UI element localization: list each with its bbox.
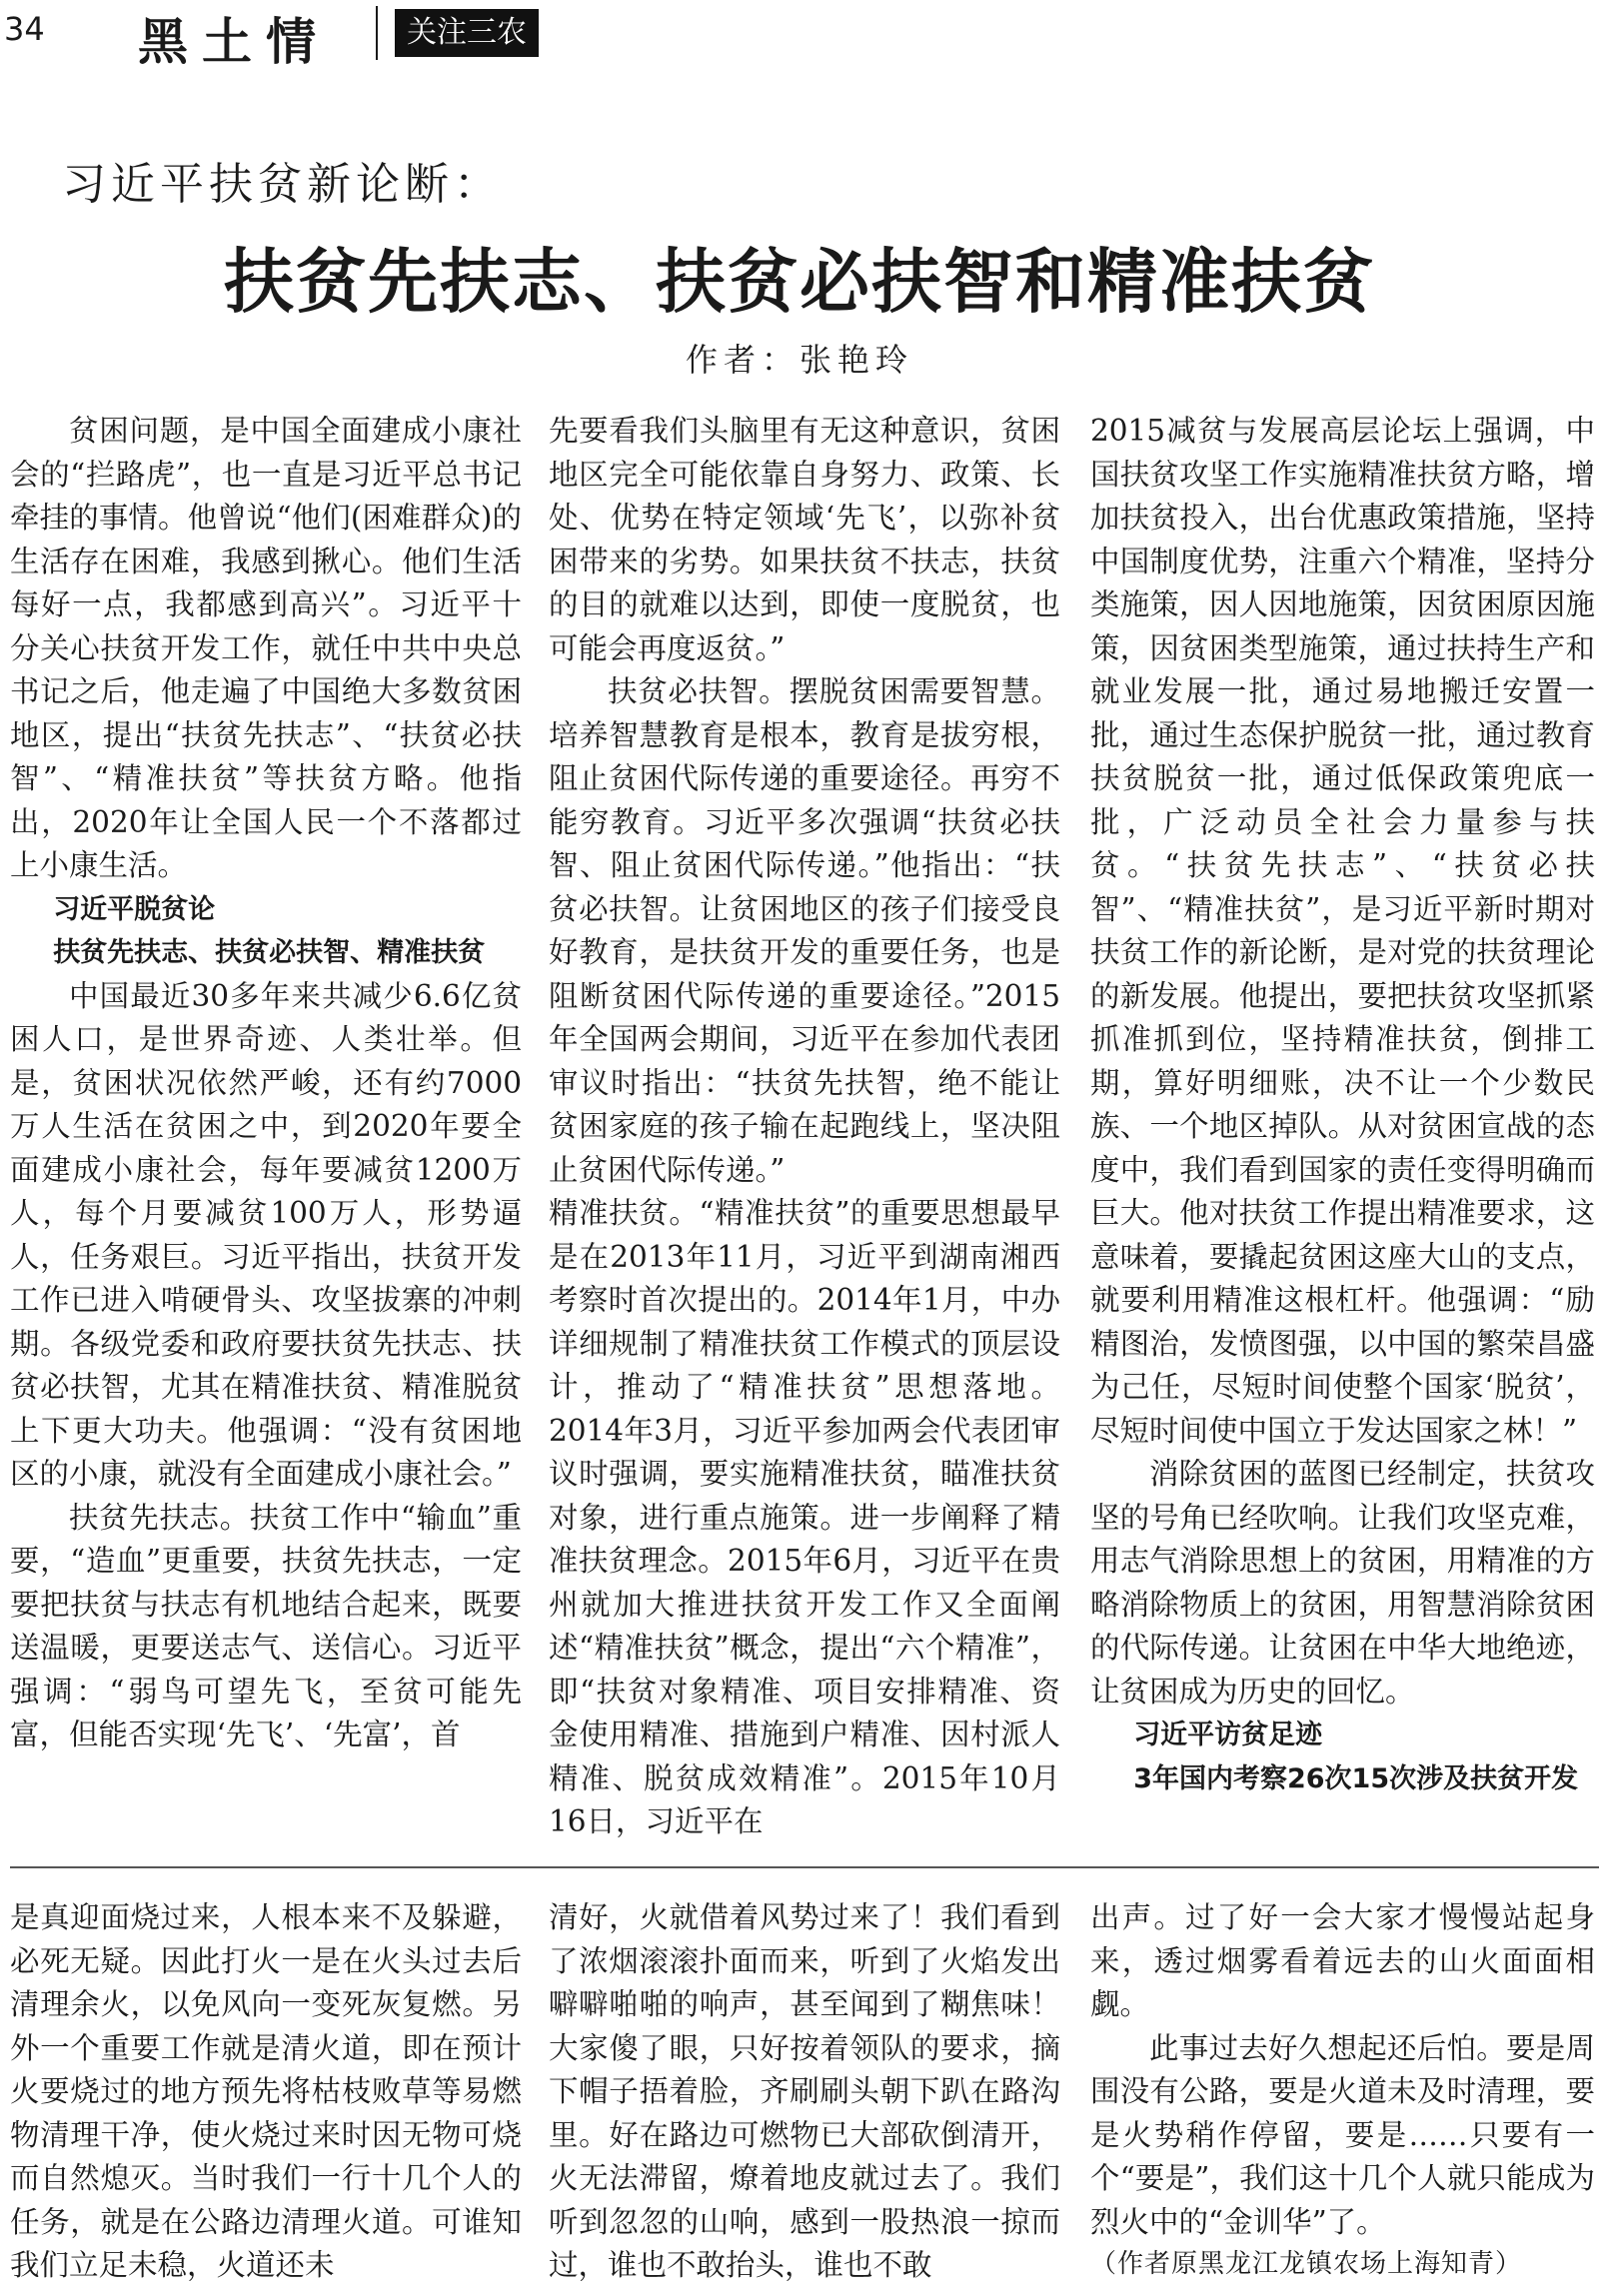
header-divider [376, 6, 378, 60]
article-kicker: 习近平扶贫新论断： [62, 159, 503, 210]
subheading: 习近平访贫足迹 [1133, 1720, 1323, 1750]
paragraph: 是真迎面烧过来，人根本来不及躲避，必死无疑。因此打火一是在火头过去后清理余火，以免风向一变死灰复燃。另外一个重要工作就是清火道，即在预计火要烧过的地方预先将枯枝败草等易燃物清理干净，使火烧过来时因无物可烧而自然熄灭。当时我们一行十几个人的任务，就是在公路边清理火道。可谁知我们立足未稳，火道还未 [10, 1900, 522, 2282]
subheading: 扶贫先扶志、扶贫必扶智、精准扶贫 [53, 937, 486, 968]
article-byline: 作者：张艳玲 [685, 341, 913, 379]
continued-column-3 [1090, 1896, 1595, 2284]
continued-column-1 [10, 1896, 522, 2288]
masthead-logo: 黑土情 [138, 12, 330, 71]
paragraph: 扶贫先扶志。扶贫工作中“输血”重要，“造血”更重要，扶贫先扶志，一定要把扶贫与扶志有机地结合起来，既要送温暖，更要送志气、送信心。习近平强调：“弱鸟可望先飞，至贫可能先富，但能否实现‘先飞’、‘先富’，首 [10, 1500, 522, 1751]
paragraph: 贫困问题，是中国全面建成小康社会的“拦路虎”，也一直是习近平总书记牵挂的事情。他曾说“他们(困难群众)的生活存在困难，我感到揪心。他们生活每好一点，我都感到高兴”。习近平十分关心扶贫开发工作，就任中共中央总书记之后，他走遍了中国绝大多数贫困地区，提出“扶贫先扶志”、“扶贫必扶智”、“精准扶贫”等扶贫方略。他指出，2020年让全国人民一个不落都过上小康生活。 [10, 414, 522, 882]
paragraph: 精准扶贫。“精准扶贫”的重要思想最早是在2013年11月，习近平到湖南湘西考察时首次提出的。2014年1月，中办详细规制了精准扶贫工作模式的顶层设计，推动了“精准扶贫”思想落地。2014年3月，习近平参加两会代表团审议时强调，要实施精准扶贫，瞄准扶贫对象，进行重点施策。进一步阐释了精准扶贫理念。2015年6月，习近平在贵州就加大推进扶贫开发工作又全面阐述“精准扶贫”概念，提出“六个精准”，即“扶贫对象精准、项目安排精准、资金使用精准、措施到户精准、因村派人精准、脱贫成效精准”。2015年10月16日，习近平在 [549, 1196, 1060, 1838]
subheading: 3年国内考察26次15次涉及扶贫开发 [1133, 1762, 1579, 1794]
page-number: 34 [4, 10, 45, 48]
paragraph: 2015减贫与发展高层论坛上强调，中国扶贫攻坚工作实施精准扶贫方略，增加扶贫投入，出台优惠政策措施，坚持中国制度优势，注重六个精准，坚持分类施策，因人因地施策，因贫困原因施策，因贫困类型施策，通过扶持生产和就业发展一批，通过易地搬迁安置一批，通过生态保护脱贫一批，通过教育扶贫脱贫一批，通过低保政策兜底一批，广泛动员全社会力量参与扶贫。“扶贫先扶志”、“扶贫必扶智”、“精准扶贫”，是习近平新时期对扶贫工作的新论断，是对党的扶贫理论的新发展。他提出，要把扶贫攻坚抓紧抓准抓到位，坚持精准扶贫，倒排工期，算好明细账，决不让一个少数民族、一个地区掉队。从对贫困宣战的态度中，我们看到国家的责任变得明确而巨大。他对扶贫工作提出精准要求，这意味着，要撬起贫困这座大山的支点，就要利用精准这根杠杆。他强调：“励精图治，发愤图强，以中国的繁荣昌盛为己任，尽短时间使整个国家‘脱贫’，尽短时间使中国立于发达国家之林！” [1090, 414, 1595, 1448]
paragraph: 出声。过了好一会大家才慢慢站起身来，透过烟雾看着远去的山火面面相觑。 [1090, 1900, 1595, 2021]
section-divider [10, 1866, 1599, 1868]
article-column-3 [1090, 410, 1595, 1800]
subheading: 习近平脱贫论 [53, 893, 216, 925]
paragraph: 中国最近30多年来共减少6.6亿贫困人口，是世界奇迹、人类壮举。但是，贫困状况依然严峻，还有约7000万人生活在贫困之中，到2020年要全面建成小康社会，每年要减贫1200万人，每个月要减贫100万人，形势逼人，任务艰巨。习近平指出，扶贫开发工作已进入啃硬骨头、攻坚拔寨的冲刺期。各级党委和政府要扶贫先扶志、扶贫必扶智，尤其在精准扶贫、精准脱贫上下更大功夫。他强调：“没有贫困地区的小康，就没有全面建成小康社会。” [10, 978, 522, 1491]
section-tag: 关注三农 [395, 9, 539, 57]
paragraph: 先要看我们头脑里有无这种意识，贫困地区完全可能依靠自身努力、政策、长处、优势在特定领域‘先飞’，以弥补贫困带来的劣势。如果扶贫不扶志，扶贫的目的就难以达到，即使一度脱贫，也可能会再度返贫。” [549, 414, 1060, 665]
paragraph: 消除贫困的蓝图已经制定，扶贫攻坚的号角已经吹响。让我们攻坚克难，用志气消除思想上的贫困，用精准的方略消除物质上的贫困，用智慧消除贫困的代际传递。让贫困在中华大地绝迹，让贫困成为历史的回忆。 [1090, 1457, 1595, 1709]
page-header [0, 0, 1599, 70]
article-column-1 [10, 410, 522, 1757]
article-column-2 [549, 410, 1060, 1844]
paragraph: 清好，火就借着风势过来了！我们看到了浓烟滚滚扑面而来，听到了火焰发出噼噼啪啪的响声，甚至闻到了糊焦味！大家傻了眼，只好按着领队的要求，摘下帽子捂着脸，齐刷刷头朝下趴在路沟里。好在路边可燃物已大部砍倒清开，火无法滞留，燎着地皮就过去了。我们听到忽忽的山响，感到一股热浪一掠而过，谁也不敢抬头，谁也不敢 [549, 1900, 1060, 2282]
author-signoff: （作者原黑龙江龙镇农场上海知青） [1090, 2249, 1523, 2279]
paragraph: 扶贫必扶智。摆脱贫困需要智慧。培养智慧教育是根本，教育是拔穷根，阻止贫困代际传递的重要途径。再穷不能穷教育。习近平多次强调“扶贫必扶智、阻止贫困代际传递。”他指出：“扶贫必扶智。让贫困地区的孩子们接受良好教育，是扶贫开发的重要任务，也是阻断贫困代际传递的重要途径。”2015年全国两会期间，习近平在参加代表团审议时指出：“扶贫先扶智，绝不能让贫困家庭的孩子输在起跑线上，坚决阻止贫困代际传递。” [549, 674, 1060, 1187]
paragraph: 此事过去好久想起还后怕。要是周围没有公路，要是火道未及时清理，要是火势稍作停留，要是……只要有一个“要是”，我们这十几个人就只能成为烈火中的“金训华”了。 [1090, 2030, 1595, 2239]
article-headline: 扶贫先扶志、扶贫必扶智和精准扶贫 [224, 241, 1375, 323]
continued-column-2 [549, 1896, 1060, 2288]
